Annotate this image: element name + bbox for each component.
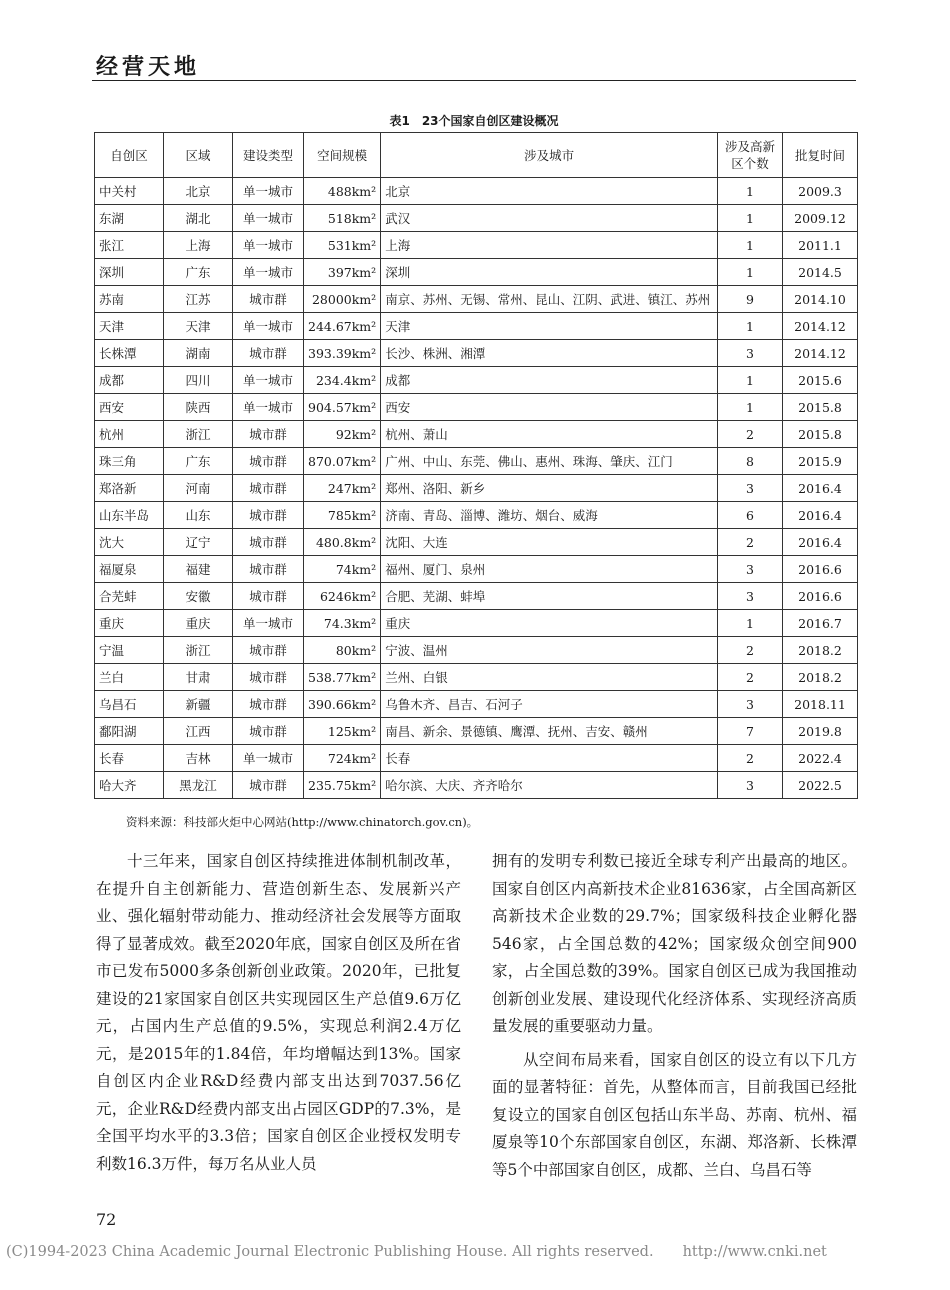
cell-name: 珠三角 bbox=[95, 448, 164, 475]
cell-name: 深圳 bbox=[95, 259, 164, 286]
cell-area: 235.75km² bbox=[304, 772, 381, 799]
cell-area: 125km² bbox=[304, 718, 381, 745]
cell-name: 成都 bbox=[95, 367, 164, 394]
cell-date: 2015.9 bbox=[783, 448, 858, 475]
cell-date: 2014.12 bbox=[783, 313, 858, 340]
cell-area: 488km² bbox=[304, 178, 381, 205]
col-header-date: 批复时间 bbox=[783, 133, 858, 178]
zones-table bbox=[94, 132, 858, 799]
table-row bbox=[95, 475, 858, 502]
cell-count: 8 bbox=[718, 448, 783, 475]
cell-type: 城市群 bbox=[233, 772, 304, 799]
table-row bbox=[95, 394, 858, 421]
cell-count: 3 bbox=[718, 556, 783, 583]
cell-name: 鄱阳湖 bbox=[95, 718, 164, 745]
cell-name: 沈大 bbox=[95, 529, 164, 556]
cell-date: 2015.6 bbox=[783, 367, 858, 394]
table-source-note: 资料来源：科技部火炬中心网站(http://www.chinatorch.gov.cn)。 bbox=[126, 815, 479, 829]
cell-name: 福厦泉 bbox=[95, 556, 164, 583]
cell-name: 宁温 bbox=[95, 637, 164, 664]
cell-cities: 郑州、洛阳、新乡 bbox=[381, 475, 718, 502]
cell-date: 2018.2 bbox=[783, 637, 858, 664]
table-row bbox=[95, 205, 858, 232]
cell-cities: 武汉 bbox=[381, 205, 718, 232]
cell-date: 2016.6 bbox=[783, 556, 858, 583]
cell-region: 陕西 bbox=[164, 394, 233, 421]
cell-cities: 南京、苏州、无锡、常州、昆山、江阴、武进、镇江、苏州 bbox=[381, 286, 718, 313]
table-row bbox=[95, 448, 858, 475]
cell-cities: 济南、青岛、淄博、潍坊、烟台、威海 bbox=[381, 502, 718, 529]
cell-count: 1 bbox=[718, 259, 783, 286]
cell-name: 郑洛新 bbox=[95, 475, 164, 502]
cell-type: 城市群 bbox=[233, 340, 304, 367]
cell-cities: 杭州、萧山 bbox=[381, 421, 718, 448]
cell-region: 山东 bbox=[164, 502, 233, 529]
cell-date: 2019.8 bbox=[783, 718, 858, 745]
cell-date: 2009.3 bbox=[783, 178, 858, 205]
table-row bbox=[95, 259, 858, 286]
right-paragraph-2: 从空间布局来看，国家自创区的设立有以下几方面的显著特征：首先，从整体而言，目前我国已经批复设立的国家自创区包括山东半岛、苏南、杭州、福厦泉等10个东部国家自创区，东湖、郑洛新、长株潭等5个中部国家自创区，成都、兰白、乌昌石等 bbox=[492, 1050, 857, 1179]
cell-cities: 西安 bbox=[381, 394, 718, 421]
cell-area: 480.8km² bbox=[304, 529, 381, 556]
cell-type: 城市群 bbox=[233, 421, 304, 448]
cell-count: 2 bbox=[718, 637, 783, 664]
cell-count: 2 bbox=[718, 529, 783, 556]
cell-date: 2016.7 bbox=[783, 610, 858, 637]
cell-date: 2014.10 bbox=[783, 286, 858, 313]
cell-region: 吉林 bbox=[164, 745, 233, 772]
cell-type: 城市群 bbox=[233, 448, 304, 475]
col-header-type: 建设类型 bbox=[233, 133, 304, 178]
cell-region: 浙江 bbox=[164, 637, 233, 664]
cell-name: 中关村 bbox=[95, 178, 164, 205]
cell-count: 2 bbox=[718, 745, 783, 772]
cell-area: 785km² bbox=[304, 502, 381, 529]
cell-date: 2022.5 bbox=[783, 772, 858, 799]
cell-date: 2018.11 bbox=[783, 691, 858, 718]
cell-date: 2016.4 bbox=[783, 475, 858, 502]
cell-name: 合芜蚌 bbox=[95, 583, 164, 610]
cell-count: 1 bbox=[718, 367, 783, 394]
cell-count: 1 bbox=[718, 610, 783, 637]
cell-type: 单一城市 bbox=[233, 313, 304, 340]
table-row bbox=[95, 691, 858, 718]
cell-area: 397km² bbox=[304, 259, 381, 286]
cell-area: 80km² bbox=[304, 637, 381, 664]
cell-date: 2014.5 bbox=[783, 259, 858, 286]
cell-area: 724km² bbox=[304, 745, 381, 772]
cell-area: 390.66km² bbox=[304, 691, 381, 718]
cell-region: 河南 bbox=[164, 475, 233, 502]
cell-cities: 兰州、白银 bbox=[381, 664, 718, 691]
cell-count: 2 bbox=[718, 664, 783, 691]
cell-name: 乌昌石 bbox=[95, 691, 164, 718]
table-row bbox=[95, 340, 858, 367]
cell-count: 3 bbox=[718, 691, 783, 718]
col-header-count-line2: 区个数 bbox=[731, 156, 769, 171]
cell-count: 3 bbox=[718, 583, 783, 610]
cell-date: 2016.4 bbox=[783, 502, 858, 529]
cell-type: 城市群 bbox=[233, 529, 304, 556]
cell-area: 904.57km² bbox=[304, 394, 381, 421]
cell-type: 城市群 bbox=[233, 556, 304, 583]
cell-region: 北京 bbox=[164, 178, 233, 205]
table-row bbox=[95, 718, 858, 745]
cell-name: 重庆 bbox=[95, 610, 164, 637]
cell-area: 244.67km² bbox=[304, 313, 381, 340]
cell-date: 2018.2 bbox=[783, 664, 858, 691]
cell-count: 3 bbox=[718, 772, 783, 799]
cell-count: 9 bbox=[718, 286, 783, 313]
cell-cities: 福州、厦门、泉州 bbox=[381, 556, 718, 583]
cell-type: 单一城市 bbox=[233, 205, 304, 232]
cell-region: 黑龙江 bbox=[164, 772, 233, 799]
cell-region: 辽宁 bbox=[164, 529, 233, 556]
cell-date: 2011.1 bbox=[783, 232, 858, 259]
cell-area: 6246km² bbox=[304, 583, 381, 610]
table-header-row bbox=[95, 133, 858, 178]
table-row bbox=[95, 178, 858, 205]
table-row bbox=[95, 610, 858, 637]
cell-cities: 成都 bbox=[381, 367, 718, 394]
right-paragraph-1: 拥有的发明专利数已接近全球专利产出最高的地区。国家自创区内高新技术企业81636家，占全国高新区高新技术企业数的29.7%；国家级科技企业孵化器546家，占全国总数的42%；国家级众创空间900家，占全国总数的39%。国家自创区已成为我国推动创新创业发展、建设现代化经济体系、实现经济高质量发展的重要驱动力量。 bbox=[492, 852, 857, 1035]
cell-name: 张江 bbox=[95, 232, 164, 259]
cell-count: 3 bbox=[718, 475, 783, 502]
cell-date: 2014.12 bbox=[783, 340, 858, 367]
cell-date: 2016.4 bbox=[783, 529, 858, 556]
cell-name: 杭州 bbox=[95, 421, 164, 448]
cell-region: 重庆 bbox=[164, 610, 233, 637]
cell-date: 2009.12 bbox=[783, 205, 858, 232]
cell-area: 74.3km² bbox=[304, 610, 381, 637]
cell-date: 2016.6 bbox=[783, 583, 858, 610]
cell-region: 广东 bbox=[164, 448, 233, 475]
table-row bbox=[95, 286, 858, 313]
cell-type: 城市群 bbox=[233, 637, 304, 664]
cell-name: 兰白 bbox=[95, 664, 164, 691]
table-row bbox=[95, 664, 858, 691]
col-header-name: 自创区 bbox=[95, 133, 164, 178]
cell-type: 城市群 bbox=[233, 664, 304, 691]
cell-date: 2015.8 bbox=[783, 421, 858, 448]
cell-type: 单一城市 bbox=[233, 232, 304, 259]
cell-region: 天津 bbox=[164, 313, 233, 340]
table-row bbox=[95, 502, 858, 529]
col-header-region: 区域 bbox=[164, 133, 233, 178]
cell-type: 单一城市 bbox=[233, 745, 304, 772]
cell-count: 1 bbox=[718, 394, 783, 421]
col-header-cities: 涉及城市 bbox=[381, 133, 718, 178]
cell-region: 江苏 bbox=[164, 286, 233, 313]
cell-type: 单一城市 bbox=[233, 394, 304, 421]
cell-cities: 哈尔滨、大庆、齐齐哈尔 bbox=[381, 772, 718, 799]
cell-name: 长春 bbox=[95, 745, 164, 772]
table-row bbox=[95, 367, 858, 394]
cell-cities: 北京 bbox=[381, 178, 718, 205]
cell-date: 2015.8 bbox=[783, 394, 858, 421]
page-number: 72 bbox=[96, 1210, 117, 1229]
cell-date: 2022.4 bbox=[783, 745, 858, 772]
cell-area: 74km² bbox=[304, 556, 381, 583]
cell-count: 2 bbox=[718, 421, 783, 448]
cell-area: 234.4km² bbox=[304, 367, 381, 394]
cell-cities: 长春 bbox=[381, 745, 718, 772]
cell-cities: 长沙、株洲、湘潭 bbox=[381, 340, 718, 367]
cell-region: 上海 bbox=[164, 232, 233, 259]
cell-cities: 天津 bbox=[381, 313, 718, 340]
cell-region: 湖北 bbox=[164, 205, 233, 232]
cell-area: 28000km² bbox=[304, 286, 381, 313]
cell-count: 1 bbox=[718, 313, 783, 340]
copyright-notice: (C)1994-2023 China Academic Journal Electronic Publishing House. All rights reserved. http://www.cnki.net bbox=[6, 1244, 827, 1260]
cell-type: 单一城市 bbox=[233, 178, 304, 205]
cell-area: 531km² bbox=[304, 232, 381, 259]
cell-cities: 乌鲁木齐、昌吉、石河子 bbox=[381, 691, 718, 718]
cell-name: 天津 bbox=[95, 313, 164, 340]
cell-count: 7 bbox=[718, 718, 783, 745]
cell-name: 东湖 bbox=[95, 205, 164, 232]
table-row bbox=[95, 529, 858, 556]
cell-region: 福建 bbox=[164, 556, 233, 583]
table-row bbox=[95, 232, 858, 259]
left-column bbox=[96, 848, 461, 1178]
cell-type: 单一城市 bbox=[233, 259, 304, 286]
cell-cities: 重庆 bbox=[381, 610, 718, 637]
table-row bbox=[95, 556, 858, 583]
cell-count: 3 bbox=[718, 340, 783, 367]
cell-region: 新疆 bbox=[164, 691, 233, 718]
left-paragraph: 十三年来，国家自创区持续推进体制机制改革，在提升自主创新能力、营造创新生态、发展新兴产业、强化辐射带动能力、推动经济社会发展等方面取得了显著成效。截至2020年底，国家自创区及所在省市已发布5000多条创新创业政策。2020年，已批复建设的21家国家自创区共实现园区生产总值9.6万亿元，占国内生产总值的9.5%，实现总利润2.4万亿元，是2015年的1.84倍，年均增幅达到13%。国家自创区内企业R&D经费内部支出达到7037.56亿元，企业R&D经费内部支出占园区GDP的7.3%，是全国平均水平的3.3倍；国家自创区企业授权发明专利数16.3万件，每万名从业人员 bbox=[96, 852, 461, 1173]
cell-type: 城市群 bbox=[233, 691, 304, 718]
cell-count: 6 bbox=[718, 502, 783, 529]
cell-region: 四川 bbox=[164, 367, 233, 394]
cell-cities: 南昌、新余、景德镇、鹰潭、抚州、吉安、赣州 bbox=[381, 718, 718, 745]
cell-area: 393.39km² bbox=[304, 340, 381, 367]
journal-title: 经营天地 bbox=[96, 55, 201, 80]
cell-type: 城市群 bbox=[233, 475, 304, 502]
cell-region: 甘肃 bbox=[164, 664, 233, 691]
cell-type: 城市群 bbox=[233, 502, 304, 529]
cell-cities: 广州、中山、东莞、佛山、惠州、珠海、肇庆、江门 bbox=[381, 448, 718, 475]
table-row bbox=[95, 421, 858, 448]
cell-type: 城市群 bbox=[233, 286, 304, 313]
col-header-area: 空间规模 bbox=[304, 133, 381, 178]
cell-area: 247km² bbox=[304, 475, 381, 502]
table-row bbox=[95, 745, 858, 772]
cell-type: 单一城市 bbox=[233, 367, 304, 394]
col-header-count bbox=[718, 133, 783, 178]
table-row bbox=[95, 772, 858, 799]
header-rule bbox=[92, 80, 856, 81]
cell-area: 518km² bbox=[304, 205, 381, 232]
cell-count: 1 bbox=[718, 232, 783, 259]
table-body bbox=[95, 178, 858, 799]
cell-area: 92km² bbox=[304, 421, 381, 448]
cell-region: 湖南 bbox=[164, 340, 233, 367]
cell-area: 538.77km² bbox=[304, 664, 381, 691]
table-row bbox=[95, 313, 858, 340]
cell-cities: 上海 bbox=[381, 232, 718, 259]
cell-count: 1 bbox=[718, 178, 783, 205]
cell-cities: 合肥、芜湖、蚌埠 bbox=[381, 583, 718, 610]
cell-name: 山东半岛 bbox=[95, 502, 164, 529]
table-caption: 表1 23个国家自创区建设概况 bbox=[389, 114, 559, 128]
table-row bbox=[95, 637, 858, 664]
cell-name: 苏南 bbox=[95, 286, 164, 313]
cell-cities: 宁波、温州 bbox=[381, 637, 718, 664]
cell-name: 西安 bbox=[95, 394, 164, 421]
cell-type: 城市群 bbox=[233, 583, 304, 610]
cell-name: 哈大齐 bbox=[95, 772, 164, 799]
cell-name: 长株潭 bbox=[95, 340, 164, 367]
cell-type: 单一城市 bbox=[233, 610, 304, 637]
cell-type: 城市群 bbox=[233, 718, 304, 745]
col-header-count-line1: 涉及高新 bbox=[724, 139, 775, 154]
cell-region: 安徽 bbox=[164, 583, 233, 610]
cell-area: 870.07km² bbox=[304, 448, 381, 475]
table-row bbox=[95, 583, 858, 610]
cell-cities: 沈阳、大连 bbox=[381, 529, 718, 556]
right-column bbox=[492, 848, 857, 1184]
cell-region: 广东 bbox=[164, 259, 233, 286]
cell-cities: 深圳 bbox=[381, 259, 718, 286]
cell-region: 江西 bbox=[164, 718, 233, 745]
cell-region: 浙江 bbox=[164, 421, 233, 448]
cell-count: 1 bbox=[718, 205, 783, 232]
